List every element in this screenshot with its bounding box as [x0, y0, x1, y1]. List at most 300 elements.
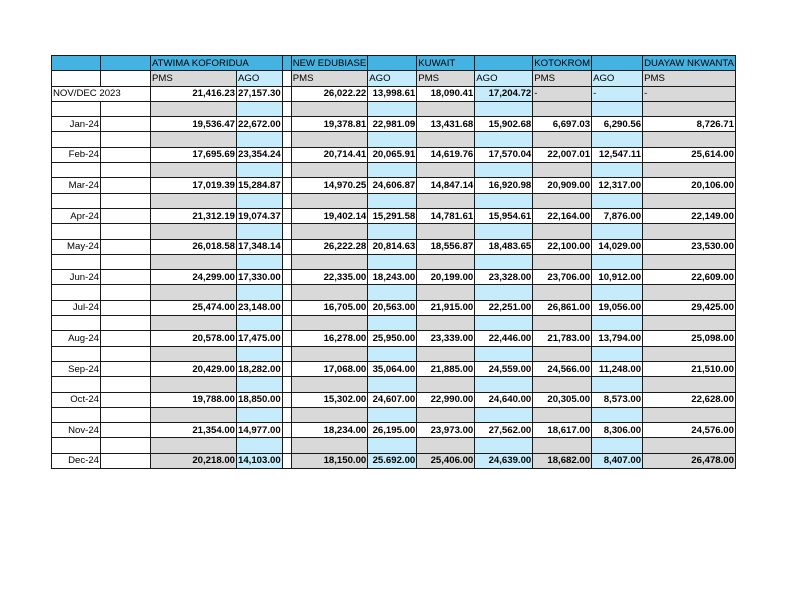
value-cell[interactable]: 19,402.14: [291, 208, 368, 223]
blank-cell[interactable]: [101, 163, 151, 178]
value-cell[interactable]: 13,431.68: [417, 117, 475, 132]
product-pms-header[interactable]: PMS: [291, 71, 368, 86]
value-cell[interactable]: 13,998.61: [368, 86, 417, 101]
blank-cell[interactable]: [101, 239, 151, 254]
value-cell[interactable]: 14,977.00: [237, 423, 283, 438]
spacer-cell[interactable]: [282, 392, 291, 407]
blank-cell[interactable]: [592, 254, 643, 269]
value-cell[interactable]: 26,195.00: [368, 423, 417, 438]
blank-cell[interactable]: [151, 132, 237, 147]
value-cell[interactable]: 25.692.00: [368, 453, 417, 468]
value-cell[interactable]: 16,278.00: [291, 331, 368, 346]
blank-cell[interactable]: [151, 285, 237, 300]
blank-cell[interactable]: [52, 101, 101, 116]
value-cell[interactable]: 23,354.24: [237, 147, 283, 162]
value-cell[interactable]: 18,682.00: [533, 453, 592, 468]
value-cell[interactable]: -: [533, 86, 592, 101]
value-cell[interactable]: 16,920.98: [475, 178, 533, 193]
spacer-cell[interactable]: [282, 239, 291, 254]
value-cell[interactable]: 18,243.00: [368, 270, 417, 285]
blank-cell[interactable]: [101, 377, 151, 392]
blank-cell[interactable]: [101, 331, 151, 346]
spacer-cell[interactable]: [282, 331, 291, 346]
row-label-month[interactable]: Dec-24: [52, 453, 101, 468]
blank-cell[interactable]: [151, 407, 237, 422]
blank-cell[interactable]: [237, 285, 283, 300]
value-cell[interactable]: 17,475.00: [237, 331, 283, 346]
blank-cell[interactable]: [592, 132, 643, 147]
blank-cell[interactable]: [643, 377, 736, 392]
product-pms-header[interactable]: PMS: [151, 71, 237, 86]
value-cell[interactable]: 23,530.00: [643, 239, 736, 254]
blank-cell[interactable]: [101, 270, 151, 285]
site-header-duayaw-nkwanta[interactable]: DUAYAW NKWANTA: [643, 56, 736, 71]
blank-cell[interactable]: [592, 285, 643, 300]
row-label-month[interactable]: Jan-24: [52, 117, 101, 132]
site-header-blank[interactable]: [592, 56, 643, 71]
blank-cell[interactable]: [475, 193, 533, 208]
spacer-cell[interactable]: [282, 361, 291, 376]
value-cell[interactable]: 8,306.00: [592, 423, 643, 438]
product-pms-header[interactable]: PMS: [533, 71, 592, 86]
blank-cell[interactable]: [592, 377, 643, 392]
value-cell[interactable]: 18,150.00: [291, 453, 368, 468]
value-cell[interactable]: 24,640.00: [475, 392, 533, 407]
spacer-cell[interactable]: [282, 270, 291, 285]
blank-cell[interactable]: [592, 316, 643, 331]
value-cell[interactable]: 11,248.00: [592, 361, 643, 376]
blank-cell[interactable]: [592, 407, 643, 422]
value-cell[interactable]: 18,850.00: [237, 392, 283, 407]
site-header-kotokrom[interactable]: KOTOKROM: [533, 56, 592, 71]
value-cell[interactable]: 19,056.00: [592, 300, 643, 315]
row-label-month[interactable]: Mar-24: [52, 178, 101, 193]
blank-cell[interactable]: [151, 101, 237, 116]
blank-cell[interactable]: [101, 208, 151, 223]
value-cell[interactable]: 15,291.58: [368, 208, 417, 223]
blank-cell[interactable]: [151, 224, 237, 239]
value-cell[interactable]: 35,064.00: [368, 361, 417, 376]
blank-cell[interactable]: [592, 224, 643, 239]
value-cell[interactable]: 8,573.00: [592, 392, 643, 407]
value-cell[interactable]: 22,981.09: [368, 117, 417, 132]
spacer-cell[interactable]: [282, 163, 291, 178]
blank-cell[interactable]: [291, 101, 368, 116]
blank-cell[interactable]: [417, 193, 475, 208]
blank-cell[interactable]: [592, 163, 643, 178]
value-cell[interactable]: 15,302.00: [291, 392, 368, 407]
spacer-cell[interactable]: [282, 117, 291, 132]
product-ago-header[interactable]: AGO: [237, 71, 283, 86]
blank-cell[interactable]: [151, 346, 237, 361]
site-header-new-edubiase[interactable]: NEW EDUBIASE: [291, 56, 368, 71]
blank-cell[interactable]: [475, 224, 533, 239]
blank-cell[interactable]: [475, 438, 533, 453]
value-cell[interactable]: 21,915.00: [417, 300, 475, 315]
blank-cell[interactable]: [475, 407, 533, 422]
spacer-cell[interactable]: [282, 56, 291, 71]
blank-cell[interactable]: [52, 407, 101, 422]
blank-cell[interactable]: [52, 254, 101, 269]
blank-cell[interactable]: [533, 346, 592, 361]
value-cell[interactable]: 23,339.00: [417, 331, 475, 346]
value-cell[interactable]: 12,547.11: [592, 147, 643, 162]
blank-cell[interactable]: [237, 101, 283, 116]
blank-cell[interactable]: [592, 438, 643, 453]
blank-cell[interactable]: [643, 224, 736, 239]
blank-cell[interactable]: [417, 132, 475, 147]
blank-cell[interactable]: [101, 453, 151, 468]
blank-cell[interactable]: [291, 132, 368, 147]
blank-cell[interactable]: [52, 316, 101, 331]
value-cell[interactable]: 14,103.00: [237, 453, 283, 468]
value-cell[interactable]: -: [592, 86, 643, 101]
value-cell[interactable]: 6,697.03: [533, 117, 592, 132]
blank-cell[interactable]: [237, 407, 283, 422]
value-cell[interactable]: 26,478.00: [643, 453, 736, 468]
value-cell[interactable]: 18,483.65: [475, 239, 533, 254]
blank-cell[interactable]: [643, 193, 736, 208]
blank-cell[interactable]: [151, 377, 237, 392]
blank-cell[interactable]: [291, 346, 368, 361]
blank-cell[interactable]: [368, 316, 417, 331]
site-header-kuwait[interactable]: KUWAIT: [417, 56, 475, 71]
blank-cell[interactable]: [417, 254, 475, 269]
value-cell[interactable]: 25,950.00: [368, 331, 417, 346]
spacer-cell[interactable]: [282, 147, 291, 162]
blank-cell[interactable]: [101, 423, 151, 438]
value-cell[interactable]: 22,100.00: [533, 239, 592, 254]
spacer-cell[interactable]: [282, 208, 291, 223]
blank-cell[interactable]: [533, 316, 592, 331]
value-cell[interactable]: 23,973.00: [417, 423, 475, 438]
value-cell[interactable]: 15,284.87: [237, 178, 283, 193]
value-cell[interactable]: 15,954.61: [475, 208, 533, 223]
value-cell[interactable]: 22,149.00: [643, 208, 736, 223]
blank-cell[interactable]: [592, 346, 643, 361]
blank-cell[interactable]: [151, 316, 237, 331]
blank-cell[interactable]: [643, 254, 736, 269]
value-cell[interactable]: 14,029.00: [592, 239, 643, 254]
product-pms-header[interactable]: PMS: [417, 71, 475, 86]
spacer-cell[interactable]: [282, 377, 291, 392]
value-cell[interactable]: 20,814.63: [368, 239, 417, 254]
value-cell[interactable]: 14,847.14: [417, 178, 475, 193]
value-cell[interactable]: 20,218.00: [151, 453, 237, 468]
value-cell[interactable]: 27,157.30: [237, 86, 283, 101]
product-ago-header[interactable]: AGO: [368, 71, 417, 86]
value-cell[interactable]: 26,861.00: [533, 300, 592, 315]
blank-cell[interactable]: [101, 178, 151, 193]
value-cell[interactable]: 22,672.00: [237, 117, 283, 132]
blank-cell[interactable]: [52, 346, 101, 361]
row-label-month[interactable]: May-24: [52, 239, 101, 254]
value-cell[interactable]: -: [643, 86, 736, 101]
value-cell[interactable]: 22,335.00: [291, 270, 368, 285]
value-cell[interactable]: 17,695.69: [151, 147, 237, 162]
blank-cell[interactable]: [291, 163, 368, 178]
site-header-atwima-koforidua[interactable]: ATWIMA KOFORIDUA: [151, 56, 283, 71]
value-cell[interactable]: 20,106.00: [643, 178, 736, 193]
value-cell[interactable]: 21,783.00: [533, 331, 592, 346]
value-cell[interactable]: 24,576.00: [643, 423, 736, 438]
row-label-month[interactable]: Jul-24: [52, 300, 101, 315]
blank-cell[interactable]: [475, 101, 533, 116]
blank-cell[interactable]: [417, 377, 475, 392]
blank-cell[interactable]: [643, 407, 736, 422]
value-cell[interactable]: 18,282.00: [237, 361, 283, 376]
blank-cell[interactable]: [151, 193, 237, 208]
blank-cell[interactable]: [368, 346, 417, 361]
spacer-cell[interactable]: [282, 178, 291, 193]
product-ago-header[interactable]: AGO: [475, 71, 533, 86]
blank-cell[interactable]: [643, 316, 736, 331]
value-cell[interactable]: 26,222.28: [291, 239, 368, 254]
blank-cell[interactable]: [417, 285, 475, 300]
blank-cell[interactable]: [291, 316, 368, 331]
blank-cell[interactable]: [368, 285, 417, 300]
value-cell[interactable]: 25,614.00: [643, 147, 736, 162]
row-label-month[interactable]: Feb-24: [52, 147, 101, 162]
blank-cell[interactable]: [417, 163, 475, 178]
value-cell[interactable]: 13,794.00: [592, 331, 643, 346]
value-cell[interactable]: 10,912.00: [592, 270, 643, 285]
blank-cell[interactable]: [417, 224, 475, 239]
row-label-month[interactable]: Aug-24: [52, 331, 101, 346]
blank-cell[interactable]: [101, 407, 151, 422]
value-cell[interactable]: 21,416.23: [151, 86, 237, 101]
spacer-cell[interactable]: [282, 346, 291, 361]
value-cell[interactable]: 20,563.00: [368, 300, 417, 315]
blank-cell[interactable]: [291, 377, 368, 392]
spacer-cell[interactable]: [282, 193, 291, 208]
blank-cell[interactable]: [52, 71, 101, 86]
value-cell[interactable]: 19,074.37: [237, 208, 283, 223]
blank-cell[interactable]: [101, 71, 151, 86]
row-label-period[interactable]: NOV/DEC 2023: [52, 86, 151, 101]
blank-cell[interactable]: [533, 438, 592, 453]
spacer-cell[interactable]: [282, 71, 291, 86]
blank-cell[interactable]: [291, 438, 368, 453]
blank-cell[interactable]: [101, 316, 151, 331]
blank-cell[interactable]: [475, 285, 533, 300]
value-cell[interactable]: 18,617.00: [533, 423, 592, 438]
value-cell[interactable]: 25,098.00: [643, 331, 736, 346]
product-pms-header[interactable]: PMS: [643, 71, 736, 86]
spacer-cell[interactable]: [282, 86, 291, 101]
blank-cell[interactable]: [417, 101, 475, 116]
blank-cell[interactable]: [101, 254, 151, 269]
value-cell[interactable]: 17,330.00: [237, 270, 283, 285]
blank-cell[interactable]: [101, 438, 151, 453]
blank-cell[interactable]: [52, 132, 101, 147]
blank-cell[interactable]: [533, 254, 592, 269]
value-cell[interactable]: 21,510.00: [643, 361, 736, 376]
blank-cell[interactable]: [151, 163, 237, 178]
value-cell[interactable]: 22,990.00: [417, 392, 475, 407]
site-header-blank[interactable]: [368, 56, 417, 71]
blank-cell[interactable]: [417, 346, 475, 361]
blank-cell[interactable]: [151, 254, 237, 269]
blank-cell[interactable]: [237, 377, 283, 392]
blank-cell[interactable]: [368, 132, 417, 147]
blank-cell[interactable]: [237, 346, 283, 361]
blank-cell[interactable]: [417, 407, 475, 422]
blank-cell[interactable]: [533, 101, 592, 116]
value-cell[interactable]: 19,378.81: [291, 117, 368, 132]
value-cell[interactable]: 19,788.00: [151, 392, 237, 407]
value-cell[interactable]: 18,234.00: [291, 423, 368, 438]
spacer-cell[interactable]: [282, 453, 291, 468]
site-header-blank[interactable]: [475, 56, 533, 71]
blank-cell[interactable]: [291, 224, 368, 239]
value-cell[interactable]: 14,781.61: [417, 208, 475, 223]
blank-cell[interactable]: [101, 147, 151, 162]
value-cell[interactable]: 17,204.72: [475, 86, 533, 101]
blank-cell[interactable]: [52, 224, 101, 239]
blank-cell[interactable]: [237, 316, 283, 331]
blank-cell[interactable]: [643, 346, 736, 361]
spacer-cell[interactable]: [282, 285, 291, 300]
blank-cell[interactable]: [368, 163, 417, 178]
value-cell[interactable]: 22,007.01: [533, 147, 592, 162]
value-cell[interactable]: 7,876.00: [592, 208, 643, 223]
value-cell[interactable]: 29,425.00: [643, 300, 736, 315]
value-cell[interactable]: 8,407.00: [592, 453, 643, 468]
value-cell[interactable]: 21,312.19: [151, 208, 237, 223]
blank-cell[interactable]: [101, 193, 151, 208]
row-label-month[interactable]: Apr-24: [52, 208, 101, 223]
blank-cell[interactable]: [475, 377, 533, 392]
blank-cell[interactable]: [237, 438, 283, 453]
value-cell[interactable]: 25,474.00: [151, 300, 237, 315]
value-cell[interactable]: 26,018.58: [151, 239, 237, 254]
value-cell[interactable]: 20,909.00: [533, 178, 592, 193]
value-cell[interactable]: 14,619.76: [417, 147, 475, 162]
value-cell[interactable]: 21,354.00: [151, 423, 237, 438]
blank-cell[interactable]: [533, 193, 592, 208]
blank-cell[interactable]: [52, 193, 101, 208]
blank-cell[interactable]: [533, 132, 592, 147]
blank-cell[interactable]: [101, 224, 151, 239]
blank-cell[interactable]: [237, 193, 283, 208]
value-cell[interactable]: 17,570.04: [475, 147, 533, 162]
blank-cell[interactable]: [368, 193, 417, 208]
spacer-cell[interactable]: [282, 300, 291, 315]
value-cell[interactable]: 12,317.00: [592, 178, 643, 193]
spacer-cell[interactable]: [282, 316, 291, 331]
blank-cell[interactable]: [643, 285, 736, 300]
value-cell[interactable]: 24,299.00: [151, 270, 237, 285]
value-cell[interactable]: 17,348.14: [237, 239, 283, 254]
blank-cell[interactable]: [643, 132, 736, 147]
blank-cell[interactable]: [291, 254, 368, 269]
blank-cell[interactable]: [643, 163, 736, 178]
value-cell[interactable]: 23,328.00: [475, 270, 533, 285]
value-cell[interactable]: 24,559.00: [475, 361, 533, 376]
spacer-cell[interactable]: [282, 254, 291, 269]
blank-cell[interactable]: [475, 132, 533, 147]
blank-cell[interactable]: [151, 438, 237, 453]
blank-cell[interactable]: [643, 101, 736, 116]
value-cell[interactable]: 20,429.00: [151, 361, 237, 376]
blank-cell[interactable]: [533, 163, 592, 178]
blank-cell[interactable]: [101, 392, 151, 407]
blank-cell[interactable]: [368, 377, 417, 392]
value-cell[interactable]: 6,290.56: [592, 117, 643, 132]
blank-cell[interactable]: [533, 285, 592, 300]
blank-cell[interactable]: [592, 101, 643, 116]
blank-cell[interactable]: [533, 407, 592, 422]
blank-cell[interactable]: [237, 132, 283, 147]
value-cell[interactable]: 23,148.00: [237, 300, 283, 315]
value-cell[interactable]: 18,090.41: [417, 86, 475, 101]
blank-cell[interactable]: [291, 193, 368, 208]
blank-cell[interactable]: [643, 438, 736, 453]
blank-cell[interactable]: [533, 377, 592, 392]
value-cell[interactable]: 22,446.00: [475, 331, 533, 346]
blank-cell[interactable]: [475, 254, 533, 269]
value-cell[interactable]: 24,606.87: [368, 178, 417, 193]
blank-cell[interactable]: [417, 316, 475, 331]
value-cell[interactable]: 20,714.41: [291, 147, 368, 162]
blank-cell[interactable]: [368, 254, 417, 269]
value-cell[interactable]: 19,536.47: [151, 117, 237, 132]
blank-cell[interactable]: [475, 163, 533, 178]
value-cell[interactable]: 17,068.00: [291, 361, 368, 376]
value-cell[interactable]: 22,628.00: [643, 392, 736, 407]
value-cell[interactable]: 20,065.91: [368, 147, 417, 162]
blank-cell[interactable]: [592, 193, 643, 208]
value-cell[interactable]: 15,902.68: [475, 117, 533, 132]
value-cell[interactable]: 8,726.71: [643, 117, 736, 132]
blank-cell[interactable]: [237, 254, 283, 269]
value-cell[interactable]: 25,406.00: [417, 453, 475, 468]
value-cell[interactable]: 22,164.00: [533, 208, 592, 223]
value-cell[interactable]: 17,019.39: [151, 178, 237, 193]
spacer-cell[interactable]: [282, 423, 291, 438]
value-cell[interactable]: 24,607.00: [368, 392, 417, 407]
product-ago-header[interactable]: AGO: [592, 71, 643, 86]
spacer-cell[interactable]: [282, 101, 291, 116]
blank-cell[interactable]: [52, 438, 101, 453]
header-blank-cell[interactable]: [101, 56, 151, 71]
spacer-cell[interactable]: [282, 438, 291, 453]
value-cell[interactable]: 20,199.00: [417, 270, 475, 285]
value-cell[interactable]: 26,022.22: [291, 86, 368, 101]
blank-cell[interactable]: [417, 438, 475, 453]
blank-cell[interactable]: [101, 117, 151, 132]
row-label-month[interactable]: Nov-24: [52, 423, 101, 438]
blank-cell[interactable]: [368, 224, 417, 239]
value-cell[interactable]: 22,609.00: [643, 270, 736, 285]
row-label-month[interactable]: Jun-24: [52, 270, 101, 285]
header-blank-cell[interactable]: [52, 56, 101, 71]
value-cell[interactable]: 14,970.25: [291, 178, 368, 193]
spacer-cell[interactable]: [282, 132, 291, 147]
row-label-month[interactable]: Oct-24: [52, 392, 101, 407]
blank-cell[interactable]: [368, 101, 417, 116]
blank-cell[interactable]: [291, 285, 368, 300]
value-cell[interactable]: 20,578.00: [151, 331, 237, 346]
blank-cell[interactable]: [237, 224, 283, 239]
value-cell[interactable]: 27,562.00: [475, 423, 533, 438]
spacer-cell[interactable]: [282, 224, 291, 239]
value-cell[interactable]: 16,705.00: [291, 300, 368, 315]
blank-cell[interactable]: [52, 377, 101, 392]
blank-cell[interactable]: [52, 285, 101, 300]
blank-cell[interactable]: [52, 163, 101, 178]
